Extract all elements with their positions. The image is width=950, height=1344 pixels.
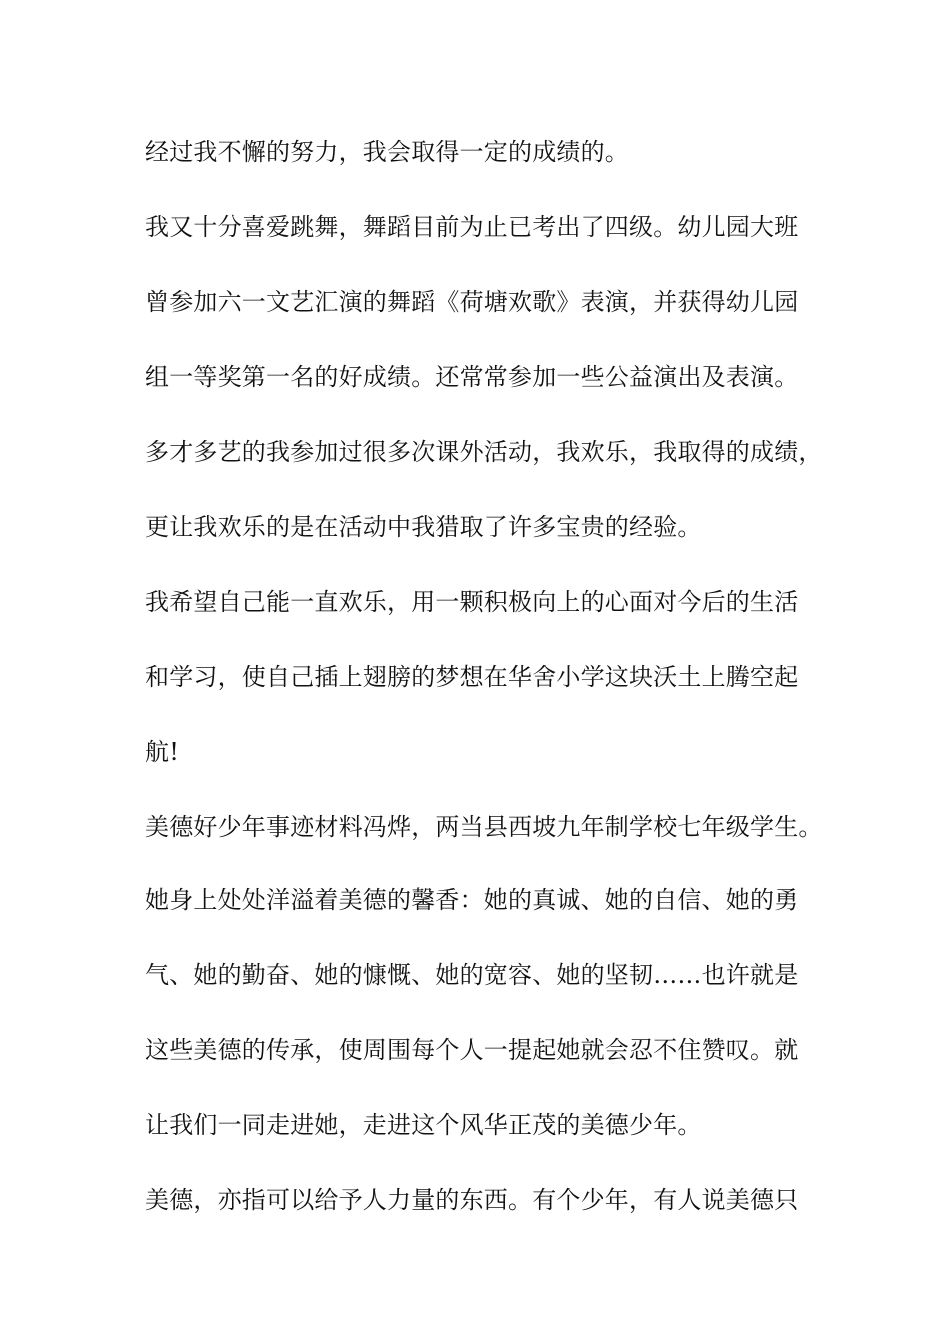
text-line: 让我们一同走进她，走进这个风华正茂的美德少年。 xyxy=(145,1111,702,1139)
text-line: 航! xyxy=(145,738,180,766)
text-line: 我又十分喜爱跳舞，舞蹈目前为止已考出了四级。幼儿园大班 xyxy=(145,213,799,241)
text-line: 美德好少年事迹材料冯烨，两当县西坡九年制学校七年级学生。 xyxy=(145,813,823,841)
text-line: 组一等奖第一名的好成绩。还常常参加一些公益演出及表演。 xyxy=(145,363,799,391)
text-line: 这些美德的传承，使周围每个人一提起她就会忍不住赞叹。就 xyxy=(145,1036,799,1064)
text-line: 曾参加六一文艺汇演的舞蹈《荷塘欢歌》表演，并获得幼儿园 xyxy=(145,288,799,316)
text-line: 经过我不懈的努力，我会取得一定的成绩的。 xyxy=(145,138,629,166)
text-line: 气、她的勤奋、她的慷慨、她的宽容、她的坚韧……也许就是 xyxy=(145,961,799,989)
text-line: 我希望自己能一直欢乐，用一颗积极向上的心面对今后的生活 xyxy=(145,588,799,616)
text-line: 她身上处处洋溢着美德的馨香：她的真诚、她的自信、她的勇 xyxy=(145,886,799,914)
text-line: 多才多艺的我参加过很多次课外活动，我欢乐，我取得的成绩， xyxy=(145,438,823,466)
text-line: 更让我欢乐的是在活动中我猎取了许多宝贵的经验。 xyxy=(145,513,702,541)
text-line: 美德，亦指可以给予人力量的东西。有个少年，有人说美德只 xyxy=(145,1186,799,1214)
text-line: 和学习，使自己插上翅膀的梦想在华舍小学这块沃土上腾空起 xyxy=(145,663,799,691)
